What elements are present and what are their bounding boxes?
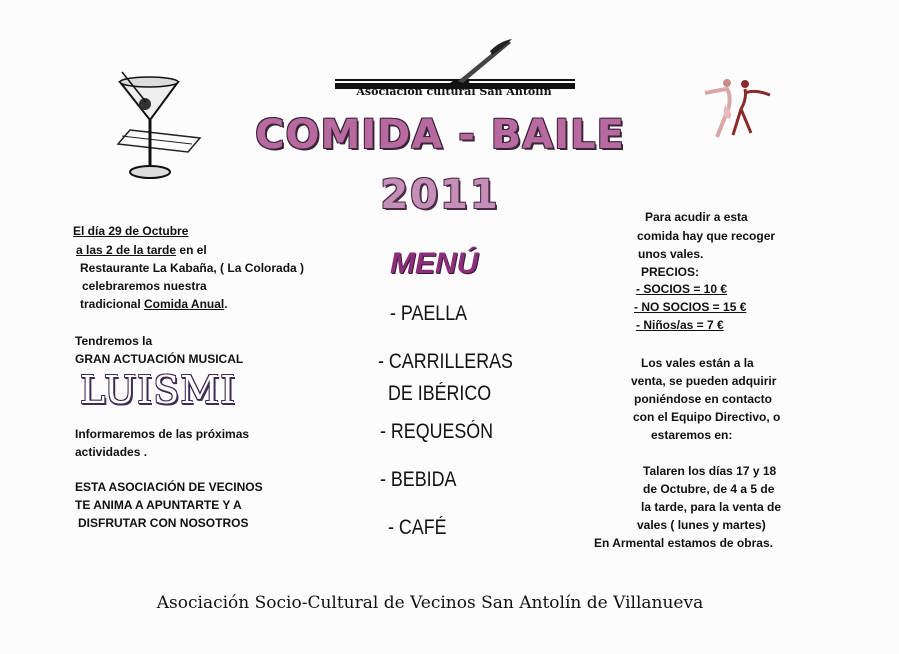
menu-item: - CARRILLERAS [378,350,513,373]
event-time-line [76,242,207,259]
tickets-text: poniéndose en contacto [634,392,773,406]
tickets-text: venta, se pueden adquirir [631,374,777,388]
footer-organization: Asociación Socio-Cultural de Vecinos San Antolín de Villanueva [156,593,704,613]
menu-item: - BEBIDA [380,468,457,491]
event-text-line: celebraremos nuestra [82,279,207,293]
schedule-text: la tarde, para la venta de [641,500,782,514]
event-text-line [80,296,228,313]
menu-item: DE IBÉRICO [388,382,492,405]
prices-heading: PRECIOS: [641,265,700,279]
info-text: actividades . [75,445,148,459]
menu-item: - PAELLA [390,302,468,325]
annual-meal-text: Comida Anual [144,297,225,311]
text-span: tradicional [80,297,145,311]
menu-item: - CAFÉ [388,516,447,539]
event-venue: Restaurante La Kabaña, ( La Colorada ) [80,261,305,275]
performer-name: LUISMI [80,368,237,412]
event-time-rest: en el [176,243,207,257]
text-span: . [224,297,228,311]
schedule-text: En Armental estamos de obras. [594,536,773,550]
price-members: - SOCIOS = 10 € [636,282,728,296]
schedule-text: vales ( lunes y martes) [637,518,766,532]
event-date: El día 29 de Octubre [73,224,189,238]
tickets-text: estaremos en: [651,428,733,442]
martini-glass-icon [100,70,205,185]
price-non-members: - NO SOCIOS = 15 € [634,300,747,314]
schedule-text: Talaren los días 17 y 18 [643,464,777,478]
menu-title: MENÚ [390,247,479,280]
schedule-text: de Octubre, de 4 a 5 de [643,482,775,496]
event-year: 2011 [380,172,500,218]
tickets-text: con el Equipo Directivo, o [633,410,781,424]
logo-text: Asociación cultural San Antolín [356,85,552,98]
info-text: Informaremos de las próximas [75,427,250,441]
price-children: - Niños/as = 7 € [636,318,724,332]
performance-intro: Tendremos la [75,334,153,348]
menu-item: - REQUESÓN [380,420,494,443]
event-time: a las 2 de la tarde [76,243,177,257]
info-text: unos vales. [638,247,704,261]
dancers-icon [695,75,780,150]
event-title: COMIDA - BAILE [255,112,625,158]
info-text: comida hay que recoger [637,229,776,243]
info-text: Para acudir a esta [645,210,748,224]
performance-heading: GRAN ACTUACIÓN MUSICAL [75,352,244,366]
invite-text: DISFRUTAR CON NOSOTROS [78,516,249,530]
tickets-text: Los vales están a la [641,356,754,370]
invite-text: ESTA ASOCIACIÓN DE VECINOS [75,480,263,494]
invite-text: TE ANIMA A APUNTARTE Y A [75,498,242,512]
